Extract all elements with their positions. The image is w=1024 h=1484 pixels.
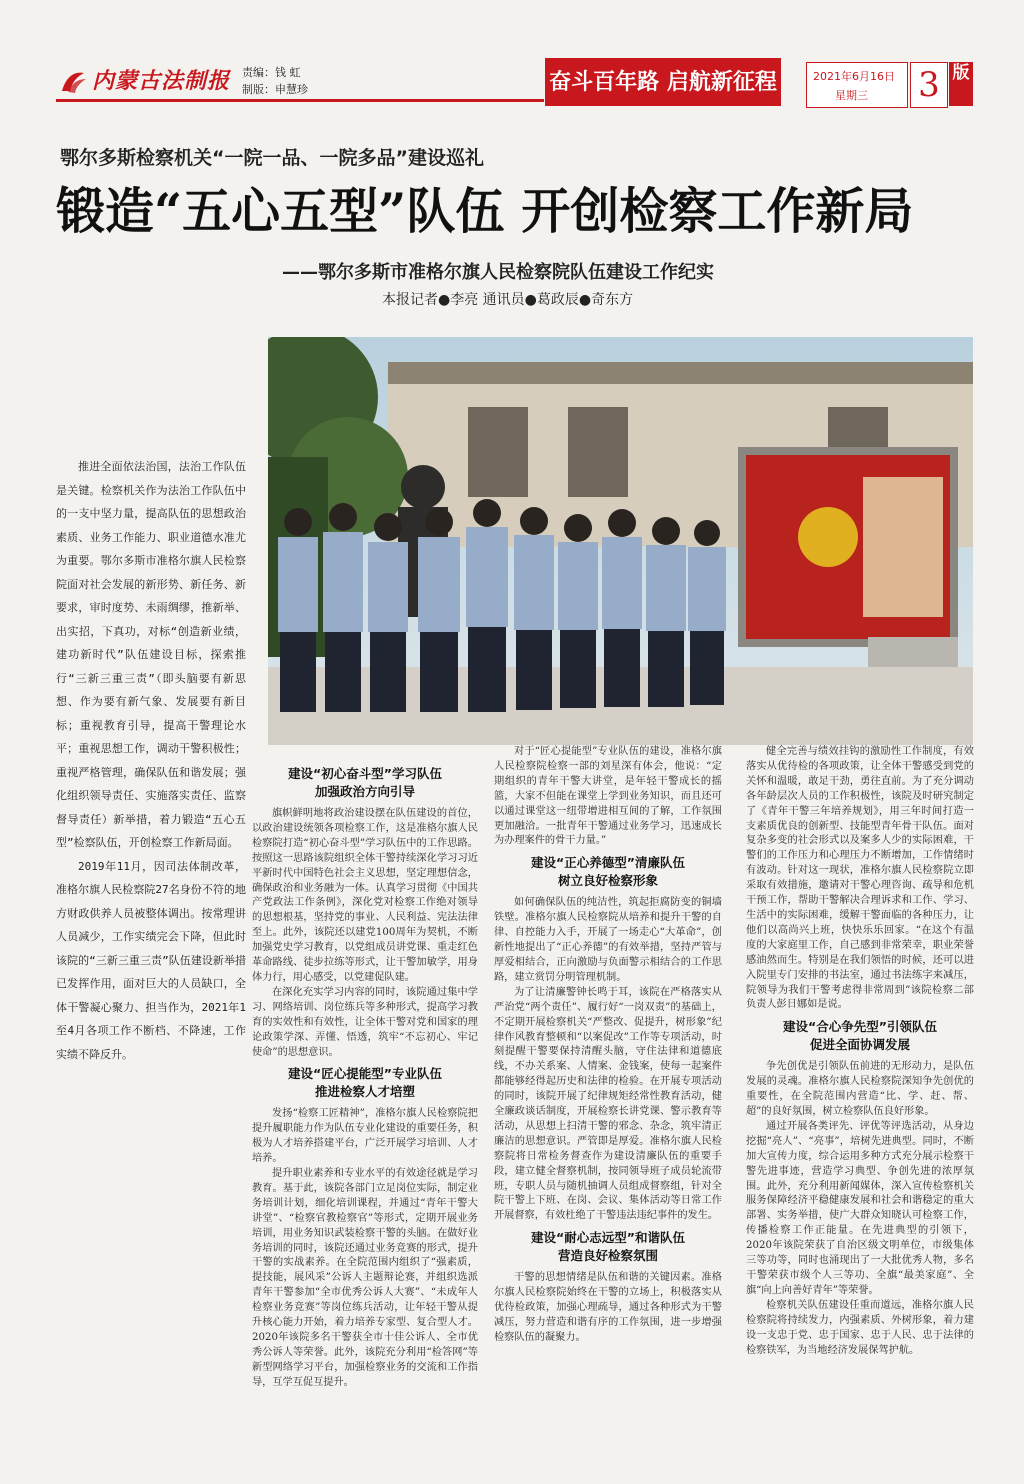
body-paragraph: 对于“匠心提能型”专业队伍的建设，准格尔旗人民检察院检察一部的刘星深有体会，他说：“定期组织的青年干警大讲堂，是年轻干警成长的摇篮，大家不但能在课堂上学到业务知识，而且还可以通过课堂这一纽带增进相互间的了解，工作氛围更加融洽。一批青年干警通过业务学习，迅速成长为办理案件的骨干力量。” bbox=[494, 746, 722, 847]
editor-credits bbox=[242, 64, 308, 98]
section-banner: 奋斗百年路 启航新征程 bbox=[545, 58, 781, 106]
section-heading-line-1: 建设“匠心提能型”专业队伍 bbox=[288, 1066, 442, 1082]
article-headline: 锻造“五心五型”队伍 开创检察工作新局 bbox=[56, 182, 914, 240]
section-heading bbox=[252, 765, 478, 801]
section-heading-line-2: 加强政治方向引导 bbox=[314, 784, 415, 799]
body-paragraph: 在深化充实学习内容的同时，该院通过集中学习、网络培训、岗位练兵等多种形式，提高学习教育的实效性和有效性，让全体干警对党和国家的理论政策学深、弄懂、悟透，筑牢“不忘初心、牢记使命”的思想意识。 bbox=[252, 986, 478, 1058]
body-column-2 bbox=[494, 745, 722, 1346]
body-column-1 bbox=[252, 760, 478, 1391]
section-heading bbox=[494, 1229, 722, 1265]
body-paragraph: 为了让清廉警钟长鸣于耳，该院在严格落实从严治党“两个责任”、履行好“一岗双责”的基础上，不定期开展检察机关“严整改、促提升，树形象”纪律作风教育整顿和“以案促改”工作等专项活动，时刻提醒干警要保持清醒头脑，守住法律和道德底线，不办关系案、人情案、金钱案，使每一起案件都能够经得起历史和法律的检验。在开展专项活动的同时，该院开展了纪律规矩经常性教育活动，健全廉政谈话制度，开展检察长讲党课、警示教育等活动，从思想上扫清干警的邪念、杂念，筑牢清正廉洁的思想意识。严管即是厚爱。准格尔旗人民检察院将日常检务督查作为建设清廉队伍的重要手段，建立健全督察机制，按同领导班子成员轮流带班，专职人员与随机抽调人员组成督察组，针对全院干警上下班、在岗、会议、集体活动等日常工作开展督察，有效杜绝了干警违法违纪事件的发生。 bbox=[494, 986, 722, 1222]
section-heading bbox=[494, 854, 722, 890]
article-kicker: 鄂尔多斯检察机关“一院一品、一院多品”建设巡礼 bbox=[60, 147, 484, 169]
section-heading-line-2: 促进全面协调发展 bbox=[809, 1037, 910, 1053]
body-paragraph: 发扬“检察工匠精神”，准格尔旗人民检察院把提升履职能力作为队伍专业化建设的重要任务，积极为人才培养搭建平台，广泛开展学习培训、人才培养。 bbox=[252, 1108, 478, 1165]
layout-editor-name: 制版：申慧珍 bbox=[242, 83, 308, 96]
section-heading-line-2: 树立良好检察形象 bbox=[557, 873, 658, 889]
body-paragraph: 检察机关队伍建设任重而道远，准格尔旗人民检察院将持续发力，内强素质、外树形象，着力建设一支忠于党、忠于国家、忠于人民、忠于法律的检察铁军，为当地经济发展保驾护航。 bbox=[746, 1299, 974, 1356]
body-paragraph: 通过开展各类评先、评优等评选活动，从身边挖掘“亮人”、“亮事”，培树先进典型。同时，不断加大宣传力度，综合运用多种方式充分展示检察干警先进事迹，营造学习典型、争创先进的浓厚氛围。此外，充分利用新闻媒体，深入宣传检察机关服务保障经济平稳健康发展和社会和谐稳定的重大部署、实务举措，使广大群众知晓认可检察工作，传播检察工作正能量。在先进典型的引领下，2020年该院荣获了自治区级文明单位，市级集体三等功等，同时也涌现出了一大批优秀人物，多名干警荣获市级个人三等功、全旗“最美家庭”、全旗“向上向善好青年”等荣誉。 bbox=[746, 1120, 974, 1296]
lead-paragraph: 2019年11月，因司法体制改革，准格尔旗人民检察院27名身份不符的地方财政供养人员被整体调出。按常理讲人员减少，工作实绩完会下降，但此时该院的“三新三重三责”队伍建设新举措已发挥作用，面对巨大的人员缺口，全体干警凝心聚力、担当作为，2021年1至4月各项工作不断档、不降速，工作实绩不降反升。 bbox=[56, 859, 246, 1061]
section-heading-line-2: 营造良好检察氛围 bbox=[557, 1248, 658, 1264]
body-column-3 bbox=[746, 745, 974, 1358]
lead-paragraph: 推进全面依法治国，法治工作队伍是关键。检察机关作为法治工作队伍中的一支中坚力量，提高队伍的思想政治素质、业务工作能力、职业道德水准尤为重要。鄂尔多斯市准格尔旗人民检察院面对社会发展的新形势、新任务、新要求，审时度势、未雨绸缪，推新举、出实招，下真功，对标“创造新业绩，建功新时代”队伍建设目标，探索推行“三新三重三责”（即头脑要有新思想、作为要有新气象、发展要有新目标；重视教育引导，提高干警理论水平；重视思想工作，调动干警积极性；重视严格管理，确保队伍和谐发展；强化组织领导责任、实施落实责任、监察督导责任）新举措，着力锻造“五心五型”检察队伍，开创检察工作新局面。 bbox=[56, 460, 246, 849]
body-paragraph: 旗帜鲜明地将政治建设摆在队伍建设的首位，以政治建设统领各项检察工作，这是准格尔旗人民检察院打造“初心奋斗型”学习队伍中的工作思路。按照这一思路该院组织全体干警持续深化学习习近平新时代中国特色社会主义思想，坚定理想信念，确保政治和业务融为一体。认真学习贯彻《中国共产党政法工作条例》，深化党对检察工作绝对领导的思想根基，坚持党的事业、人民利益、宪法法律至上。此外，该院还以建党100周年为契机，不断加强党史学习教育，以党组成员讲党课、重走红色革命路线、徒步拉练等形式，让干警加敏学，用身体力行，用心感受，以党建促队建。 bbox=[252, 808, 478, 983]
logo-emblem-icon bbox=[58, 69, 88, 95]
body-paragraph: 干警的思想情绪是队伍和谐的关键因素。准格尔旗人民检察院始终在干警的立场上，积极落实从优待检政策，加强心理疏导，通过各种形式为干警减压，努力营造和谐有序的工作氛围，进一步增强检察队伍的凝聚力。 bbox=[494, 1272, 722, 1343]
article-subhead: ——鄂尔多斯市准格尔旗人民检察院队伍建设工作纪实 bbox=[282, 262, 714, 283]
section-heading bbox=[746, 1018, 974, 1054]
date-box bbox=[806, 62, 908, 108]
article-byline: 本报记者●李亮 通讯员●葛政辰●奇东方 bbox=[382, 292, 634, 308]
section-heading-line-1: 建设“初心奋斗型”学习队伍 bbox=[288, 766, 442, 781]
lead-column bbox=[56, 455, 246, 1066]
issue-date: 2021年6月16日 bbox=[813, 70, 895, 83]
section-heading bbox=[252, 1065, 478, 1101]
photo-illustration bbox=[268, 337, 973, 745]
section-heading-line-2: 推进检察人才培塑 bbox=[314, 1084, 415, 1100]
section-heading-line-1: 建设“合心争先型”引领队伍 bbox=[783, 1019, 937, 1035]
body-paragraph: 提升职业素养和专业水平的有效途径就是学习教育。基于此，该院各部门立足岗位实际，制定业务培训计划，细化培训课程，并通过“青年干警大讲堂”、“检察官教检察官”等形式，定期开展业务培训，用业务知识武装检察干警的头脑。在做好业务培训的同时，该院还通过业务竞赛的形式，提升干警的实战素养。在全院范围内组织了“强素质，提技能，展风采”公诉人主题辩论赛，并组织选派青年干警参加“全市优秀公诉人大赛”、“未成年人检察业务竞赛”等岗位练兵活动，让年轻干警从提升核心能力开始，着力培养专家型、复合型人才。2020年该院多名干警获全市十佳公诉人、全市优秀公诉人等荣誉。此外，该院充分利用“检答网”等新型网络学习平台，加强检察业务的交流和工作指导，互学互促互提升。 bbox=[252, 1168, 478, 1388]
editor-name: 责编：钱 虹 bbox=[242, 66, 301, 79]
body-paragraph: 健全完善与绩效挂钩的激励性工作制度，有效落实从优待检的各项政策，让全体干警感受到党的关怀和温暖，敢足干劲，勇往直前。为了充分调动各年龄层次人员的工作积极性，该院及时研究制定了《青年干警三年培养规划》，用三年时间打造一支素质优良的创新型、技能型青年骨干队伍。面对复杂多变的社会形式以及案多人少的实际困难，干警们的工作压力和心理压力不断增加，工作情绪时有波动。针对这一现状，准格尔旗人民检察院立即采取有效措施，邀请对干警心理咨询、疏导和危机干预工作，帮助干警解决合理诉求和工作、学习、生活中的实际困难，缓解干警面临的各种压力，让他们以高尚兴上班，快快乐乐回家。“在这个有温度的大家庭里工作，自己感到非常荣幸，职业荣誉感油然而生。特别是在我们领悟的时候，还可以进入院里专门安排的书法室，通过书法练字来减压，院领导为我们干警考虑得非常周到”该院检察二部负责人彭日娜如是说。 bbox=[746, 746, 974, 1011]
newspaper-name: 内蒙古法制报 bbox=[92, 68, 231, 94]
section-heading-line-1: 建设“耐心志远型”和谐队伍 bbox=[531, 1230, 685, 1246]
section-heading-line-1: 建设“正心养德型”清廉队伍 bbox=[531, 855, 685, 871]
issue-weekday: 星期三 bbox=[835, 89, 868, 102]
body-paragraph: 如何确保队伍的纯洁性，筑起拒腐防变的铜墙铁壁。准格尔旗人民检察院从培养和提升干警的自律、自控能力入手，开展了一场走心“大革命”，创新性地提出了“正心养德”的有效举措，坚持严管与厚爱相结合，正向激励与负面警示相结合的工作思路，建立赏罚分明管理机制。 bbox=[494, 897, 722, 983]
page-number: 3 bbox=[910, 62, 948, 108]
masthead-divider bbox=[56, 99, 544, 102]
page-label: 版 bbox=[949, 62, 973, 106]
newspaper-logo bbox=[58, 64, 233, 98]
group-oath-photo bbox=[268, 337, 973, 745]
body-paragraph: 争先创优是引领队伍前进的无形动力，是队伍发展的灵魂。准格尔旗人民检察院深知争先创优的重要性，在全院范围内营造“比、学、赶、帮、超”的良好氛围，树立检察队伍良好形象。 bbox=[746, 1061, 974, 1118]
